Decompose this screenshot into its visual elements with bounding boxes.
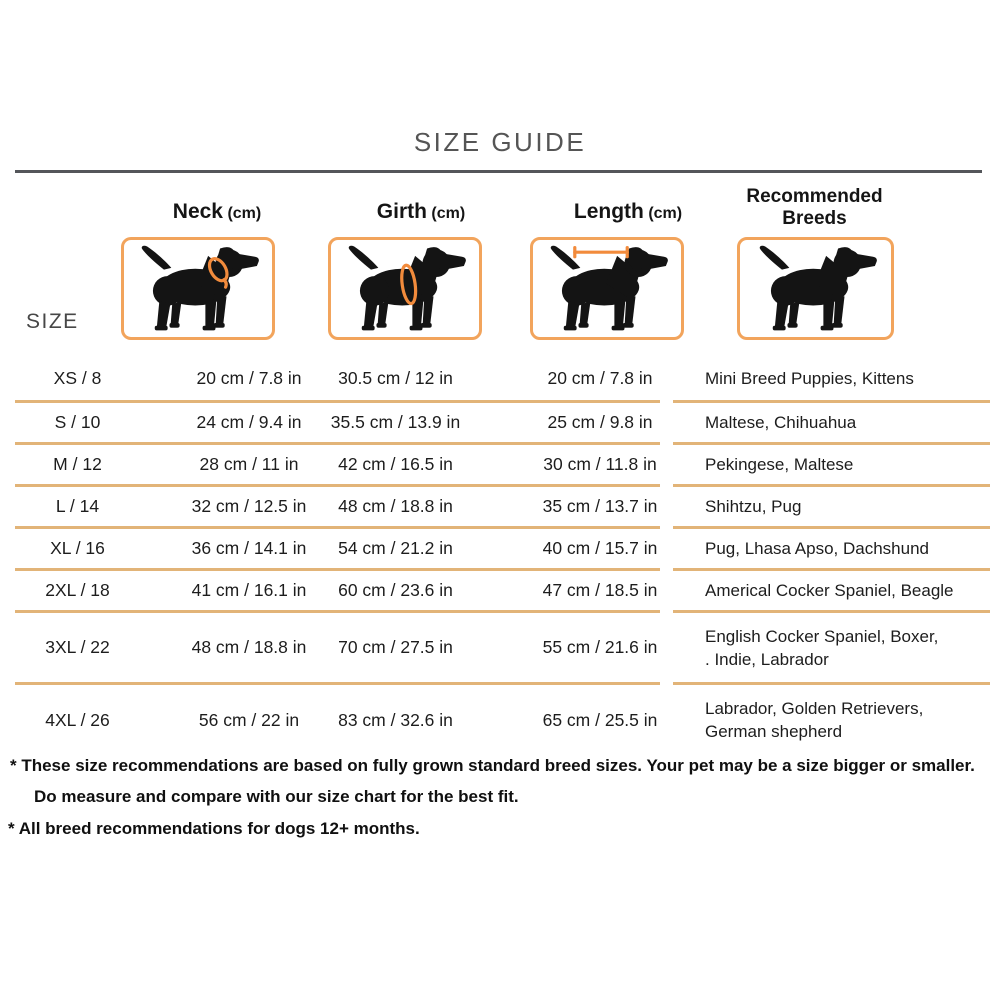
- neck-cell: 20 cm / 7.8 in: [196, 367, 302, 388]
- breeds-cell: Pug, Lhasa Apso, Dachshund: [705, 539, 929, 558]
- neck-header-unit: (cm): [227, 205, 262, 222]
- girth-cell: 70 cm / 27.5 in: [338, 637, 453, 657]
- girth-figure-box: [328, 237, 482, 340]
- breeds-cell: English Cocker Spaniel, Boxer, . Indie, Labrador: [705, 626, 939, 669]
- length-header-unit: (cm): [648, 205, 683, 222]
- length-cell: 47 cm / 18.5 in: [542, 580, 658, 600]
- girth-cell: 30.5 cm / 12 in: [338, 367, 453, 388]
- row-divider: [15, 484, 990, 487]
- neck-cell: 36 cm / 14.1 in: [191, 538, 307, 558]
- size-cell: 2XL / 18: [45, 580, 110, 600]
- dog-silhouette-icon: [335, 243, 475, 335]
- size-cell: XL / 16: [50, 538, 105, 558]
- row-divider: [15, 568, 990, 571]
- length-cell: 65 cm / 25.5 in: [542, 709, 658, 730]
- length-figure-box: [530, 237, 684, 340]
- neck-cell: 56 cm / 22 in: [198, 709, 300, 730]
- girth-cell: 42 cm / 16.5 in: [338, 454, 453, 474]
- footnote-size-recommendation: * These size recommendations are based on fully grown standard breed sizes. Your pet may be a size bigger or smaller.: [10, 756, 975, 775]
- footnote-breed-recommendation: * All breed recommendations for dogs 12+ months.: [8, 819, 420, 838]
- column-header-length: [553, 200, 703, 224]
- length-header-label: Length: [573, 200, 644, 223]
- girth-header-label: Girth: [376, 200, 427, 223]
- length-cell: 20 cm / 7.8 in: [547, 367, 653, 388]
- table-row: [15, 445, 990, 484]
- table-row: [15, 529, 990, 568]
- size-cell: 3XL / 22: [45, 637, 110, 657]
- breeds-cell: Labrador, Golden Retrievers, German shepherd: [705, 699, 924, 741]
- neck-cell: 28 cm / 11 in: [199, 454, 299, 474]
- length-cell: 35 cm / 13.7 in: [542, 496, 658, 516]
- length-cell: 25 cm / 9.8 in: [547, 412, 653, 432]
- size-cell: S / 10: [54, 412, 101, 432]
- page-title: SIZE GUIDE: [413, 127, 587, 157]
- row-divider: [15, 442, 990, 445]
- dog-silhouette-icon: [128, 243, 268, 335]
- size-cell: L / 14: [55, 496, 100, 516]
- neck-cell: 41 cm / 16.1 in: [191, 580, 307, 600]
- size-cell: M / 12: [53, 454, 102, 474]
- breeds-cell: Mini Breed Puppies, Kittens: [705, 368, 914, 388]
- breeds-figure-box: [737, 237, 894, 340]
- length-cell: 40 cm / 15.7 in: [542, 538, 658, 558]
- neck-header-label: Neck: [172, 200, 223, 223]
- girth-header-unit: (cm): [431, 205, 466, 222]
- dog-silhouette-icon: [537, 243, 677, 335]
- table-row: [15, 613, 990, 682]
- breeds-cell: Maltese, Chihuahua: [705, 413, 857, 432]
- breeds-cell: Shihtzu, Pug: [705, 497, 802, 516]
- table-row: [15, 685, 990, 755]
- table-row: [15, 487, 990, 526]
- length-measure-icon: [575, 247, 627, 256]
- row-divider: [15, 526, 990, 529]
- row-divider: [15, 610, 990, 613]
- neck-cell: 48 cm / 18.8 in: [191, 637, 307, 657]
- size-table: [15, 356, 990, 755]
- neck-figure-box: [121, 237, 275, 340]
- girth-cell: 83 cm / 32.6 in: [338, 709, 453, 730]
- size-column-label: SIZE: [26, 310, 79, 333]
- breeds-cell: Americal Cocker Spaniel, Beagle: [705, 581, 954, 600]
- size-cell: XS / 8: [53, 367, 102, 388]
- column-header-neck: [142, 200, 292, 224]
- breeds-cell: Pekingese, Maltese: [705, 455, 854, 474]
- table-row: [15, 571, 990, 610]
- neck-cell: 32 cm / 12.5 in: [191, 496, 307, 516]
- girth-cell: 54 cm / 21.2 in: [338, 538, 453, 558]
- girth-cell: 60 cm / 23.6 in: [338, 580, 453, 600]
- girth-cell: 35.5 cm / 13.9 in: [330, 412, 461, 432]
- length-cell: 55 cm / 21.6 in: [542, 637, 658, 657]
- row-divider: [15, 682, 990, 685]
- footnote-size-recommendation-continued: Do measure and compare with our size chart for the best fit.: [34, 787, 519, 806]
- row-divider: [15, 400, 990, 403]
- length-cell: 30 cm / 11.8 in: [543, 454, 657, 474]
- column-header-girth: [346, 200, 496, 224]
- size-cell: 4XL / 26: [45, 709, 110, 730]
- dog-silhouette-icon: [746, 243, 886, 335]
- header-divider: [15, 170, 982, 173]
- table-row: [15, 403, 990, 442]
- girth-cell: 48 cm / 18.8 in: [338, 496, 453, 516]
- neck-cell: 24 cm / 9.4 in: [196, 412, 302, 432]
- table-row: [15, 356, 990, 400]
- column-header-breeds: Recommended Breeds: [746, 186, 883, 229]
